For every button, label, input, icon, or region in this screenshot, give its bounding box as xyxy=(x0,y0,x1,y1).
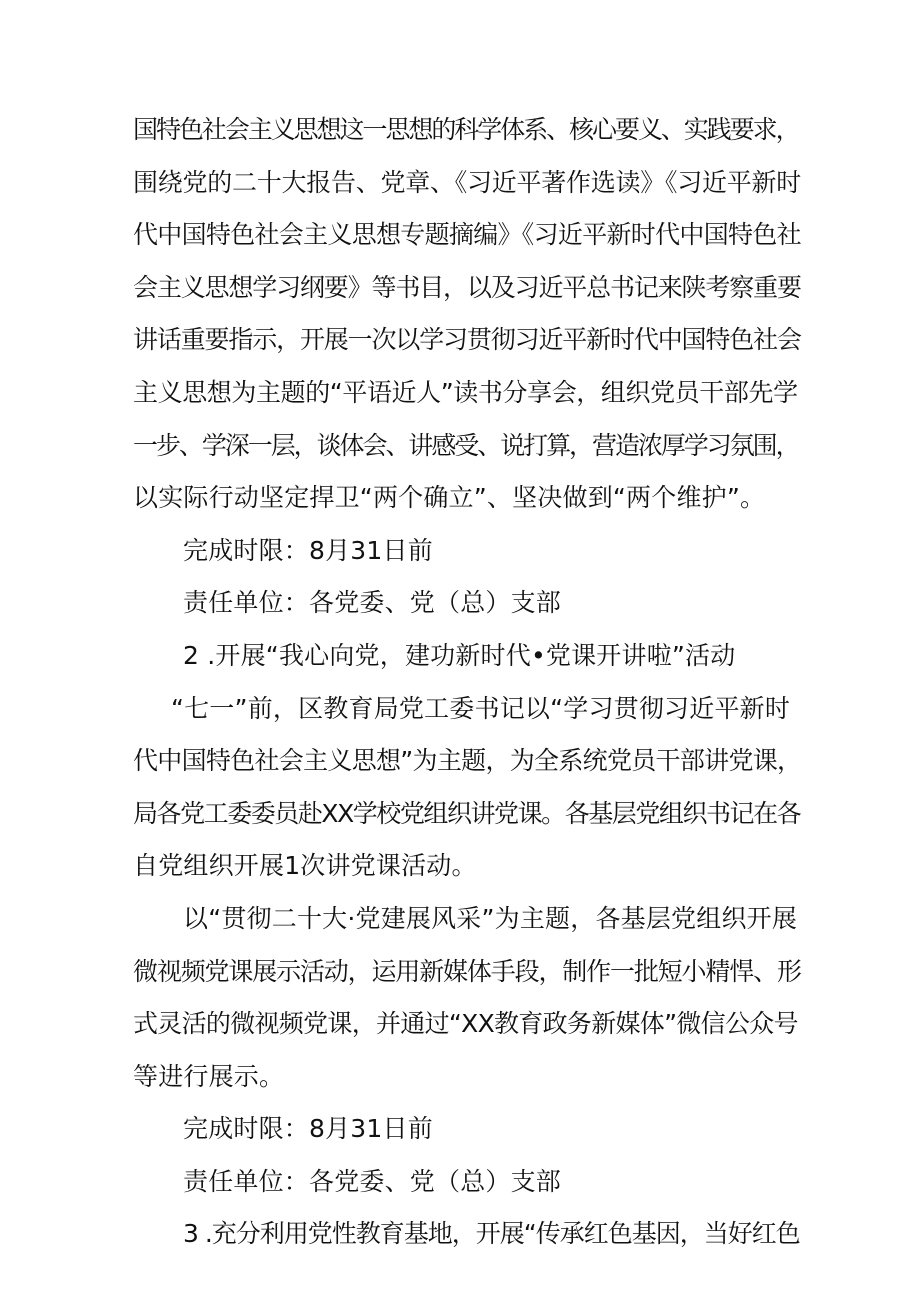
section-heading-3 xyxy=(133,1208,801,1261)
text-line: 3 .充分利用党性教育基地，开展“传承红色基因，当好红色 xyxy=(183,1219,800,1249)
text-line: 微视频党课展示活动，运用新媒体手段，制作一批短小精悍、形 xyxy=(133,956,801,986)
text-line: 会主义思想学习纲要》等书目，以及习近平总书记来陕考察重要 xyxy=(133,272,801,302)
text-line: 以实际行动坚定捍卫“两个确立”、坚决做到“两个维护”。 xyxy=(133,483,766,513)
text-line: 局各党工委委员赴XX学校党组织讲党课。各基层党组织书记在各 xyxy=(133,798,801,828)
deadline-line xyxy=(133,525,801,578)
text-line: 2 .开展“我心向党，建功新时代•党课开讲啦”活动 xyxy=(183,640,736,670)
text-line: 讲话重要指示，开展一次以学习贯彻习近平新时代中国特色社会 xyxy=(133,325,801,355)
text-line: 代中国特色社会主义思想专题摘编》《习近平新时代中国特色社 xyxy=(133,220,801,250)
paragraph-party-lecture xyxy=(133,683,801,893)
text-line: 完成时限：8月31日前 xyxy=(183,535,433,565)
paragraph-micro-video xyxy=(133,893,801,1103)
deadline-line xyxy=(133,1103,801,1156)
responsible-unit-line xyxy=(133,577,801,630)
responsible-unit-line xyxy=(133,1156,801,1209)
text-line: 国特色社会主义思想这一思想的科学体系、核心要义、实践要求， xyxy=(133,115,799,144)
document-body xyxy=(133,104,801,1261)
text-line: 以“贯彻二十大·党建展风采”为主题，各基层党组织开展 xyxy=(183,903,798,933)
text-line: 完成时限：8月31日前 xyxy=(183,1114,433,1144)
section-heading-2 xyxy=(133,630,801,683)
text-line: 等进行展示。 xyxy=(133,1061,285,1091)
text-line: 责任单位：各党委、党（总）支部 xyxy=(183,588,562,618)
text-line: 责任单位：各党委、党（总）支部 xyxy=(183,1166,562,1196)
text-line: “七一”前，区教育局党工委书记以“学习贯彻习近平新时 xyxy=(171,693,791,723)
text-line: 自党组织开展1次讲党课活动。 xyxy=(133,851,477,881)
text-line: 主义思想为主题的“平语近人”读书分享会，组织党员干部先学 xyxy=(133,377,798,407)
text-line: 式灵活的微视频党课，并通过“XX教育政务新媒体”微信公众号 xyxy=(133,1009,798,1039)
paragraph-study-plan xyxy=(133,104,801,525)
text-line: 围绕党的二十大报告、党章、《习近平著作选读》《习近平新时 xyxy=(133,167,802,197)
text-line: 一步、学深一层，谈体会、讲感受、说打算，营造浓厚学习氛围， xyxy=(133,430,799,460)
text-line: 代中国特色社会主义思想”为主题，为全系统党员干部讲党课， xyxy=(133,746,802,776)
